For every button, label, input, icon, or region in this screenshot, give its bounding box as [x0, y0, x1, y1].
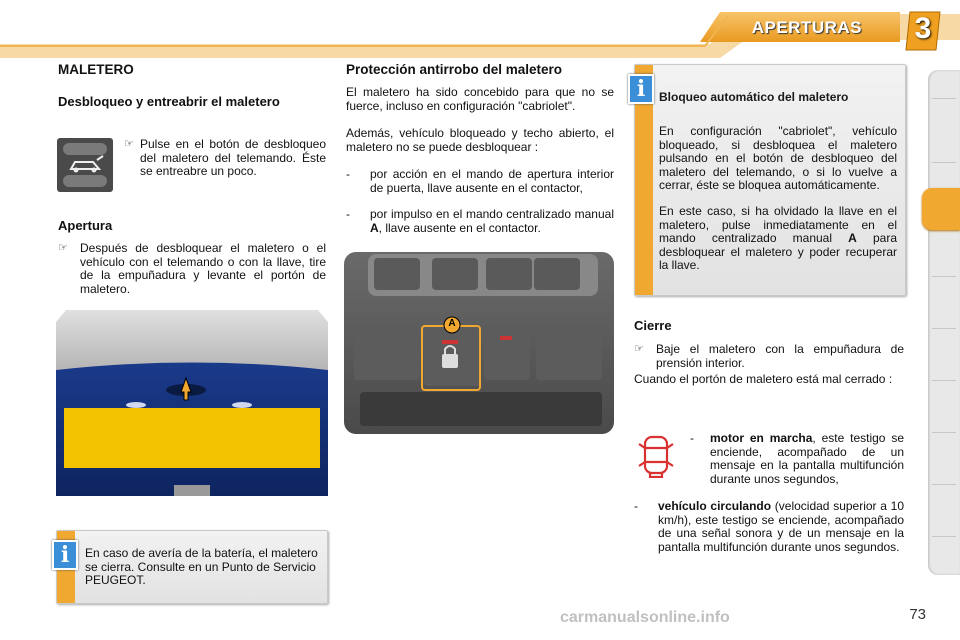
subsection-title: Desbloqueo y entreabrir el maletero [58, 94, 280, 109]
motor-item: - motor en marcha, este testigo se enciende, acompañado de un mensaje en la pantalla multifunción durante unos segundos, [690, 431, 905, 486]
auto-lock-p2: En este caso, si ha olvidado la llave en el maletero, pulse inmediatamente en el mando centralizado manual A para desbloquear el maletero y poder recuperar la llave. [659, 204, 897, 272]
watermark: carmanualsonline.info [560, 609, 730, 626]
antitheft-item1: - por acción en el mando de apertura interior de puerta, llave ausente en el contactor, [346, 167, 614, 195]
battery-info-box [56, 530, 328, 604]
center-console-photo [344, 252, 614, 434]
chapter-tab-active[interactable] [922, 188, 960, 230]
remote-key-icon [57, 138, 113, 192]
chapter-number: 3 [914, 12, 932, 45]
apertura-title: Apertura [58, 218, 113, 233]
antitheft-title: Protección antirrobo del maletero [346, 62, 563, 77]
info-icon: i [628, 74, 654, 104]
header-title: APERTURAS [751, 18, 862, 37]
pointing-hand-icon: ☞ [58, 242, 68, 254]
chapter-tabs [928, 70, 960, 575]
antitheft-p2: Además, vehículo bloqueado y techo abierto, el maletero no se puede desbloquear : [346, 126, 614, 154]
antitheft-p1: El maletero ha sido concebido para que no se fuerce, incluso en configuración "cabriolet". [346, 85, 614, 113]
antitheft-item1-text: por acción en el mando de apertura interior de puerta, llave ausente en el contactor, [370, 167, 614, 195]
callout-a-label: A [448, 318, 456, 329]
auto-lock-p1: En configuración "cabriolet", vehículo bloqueado, si desbloquea el maletero pulsando en el botón de desbloqueo del maletero del telemando, o si lo vuelve a cerrar, éste se bloquea automáticamente. [659, 124, 897, 192]
unlock-instruction [124, 138, 326, 179]
auto-lock-title: Bloqueo automático del maletero [659, 90, 849, 104]
open-boot-warning-icon [636, 432, 676, 478]
auto-lock-info-box [634, 64, 906, 296]
pointing-hand-icon: ☞ [634, 343, 644, 355]
cierre-paragraph: Cuando el portón de maletero está mal cerrado : [634, 372, 893, 386]
info-icon: i [52, 540, 78, 570]
section-title: MALETERO [58, 62, 134, 77]
antitheft-item2: - por impulso en el mando centralizado manual A, llave ausente en el contactor. [346, 207, 614, 235]
page-number: 73 [909, 606, 926, 623]
cierre-instruction [634, 343, 904, 370]
trunk-handle-photo [56, 310, 328, 496]
cierre-instruction-text: Baje el maletero con la empuñadura de prensión interior. [656, 342, 904, 370]
apertura-instruction-text: Después de desbloquear el maletero o el vehículo con el telemando o con la llave, tire de la empuñadura y levante el portón de maletero. [80, 241, 326, 296]
unlock-instruction-text: Pulse en el botón de desbloqueo del maletero del telemando. Éste se entreabre un poco. [140, 137, 326, 178]
vehiculo-item: - vehículo circulando (velocidad superior a 10 km/h), este testigo se enciende, acompañado de una señal sonora y de un mensaje en la pantalla multifunción durante unos segundos. [634, 499, 904, 554]
apertura-instruction [58, 242, 326, 296]
pointing-hand-icon: ☞ [124, 138, 134, 150]
cierre-title: Cierre [634, 318, 672, 333]
battery-info-text: En caso de avería de la batería, el maletero se cierra. Consulte en un Punto de Servicio PEUGEOT. [85, 546, 318, 587]
